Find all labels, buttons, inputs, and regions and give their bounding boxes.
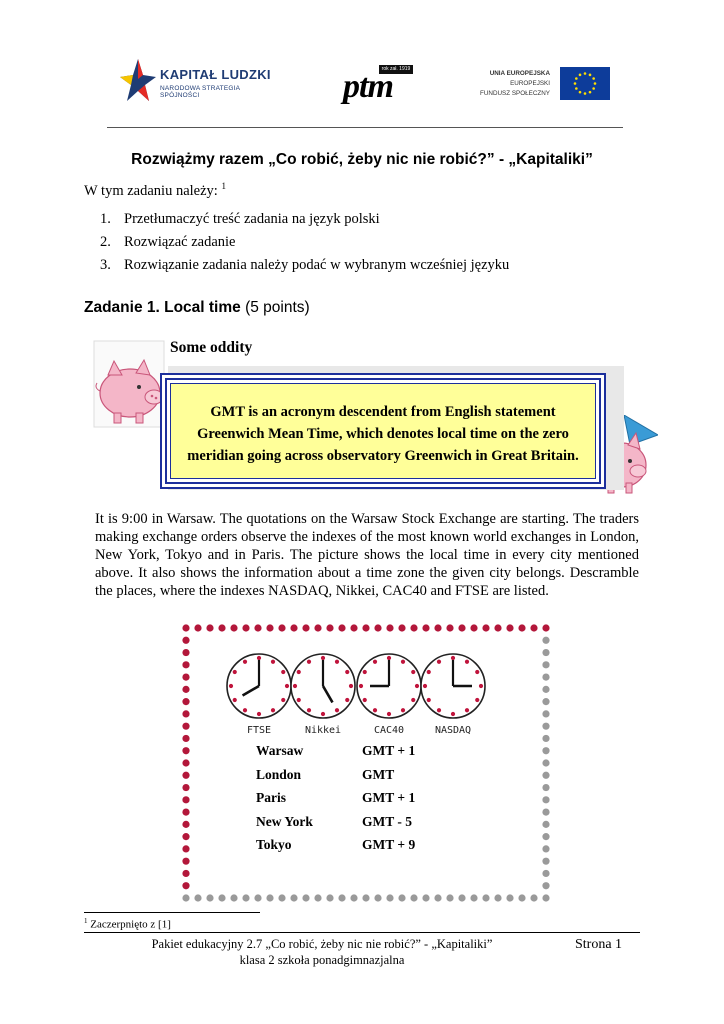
eu-star-icon — [592, 77, 595, 80]
border-dot — [518, 894, 525, 901]
border-dot — [218, 894, 225, 901]
border-dot — [350, 624, 357, 631]
border-dot — [254, 624, 261, 631]
border-dot — [530, 624, 537, 631]
clock-label: NASDAQ — [434, 725, 472, 736]
intro-text — [84, 181, 226, 200]
table-row: London GMT — [256, 766, 395, 782]
task-description: It is 9:00 in Warsaw. The quotations on the Warsaw Stock Exchange are starting. The traders making exchange orders observe the indexes of the most known world exchanges in London, New York, Tokyo and in Paris. The picture shows the local time in every city mentioned above. It also shows the information about a time zone the given city belongs. Descramble the places, where the indexes NASDAQ, Nikkei, CAC40 and FTSE are listed. — [95, 511, 639, 599]
border-dot — [326, 624, 333, 631]
border-dot — [542, 661, 549, 668]
border-dot — [278, 894, 285, 901]
border-dot — [218, 624, 225, 631]
kapital-ludzki-logo — [118, 55, 278, 105]
border-dot — [314, 894, 321, 901]
kapital-ludzki-title: KAPITAŁ LUDZKI — [160, 67, 271, 82]
border-dot — [434, 624, 441, 631]
task-points: (5 points) — [245, 299, 310, 316]
border-dot — [182, 858, 189, 865]
border-dot — [542, 686, 549, 693]
table-row: Paris GMT + 1 — [256, 790, 416, 805]
border-dot — [326, 894, 333, 901]
border-dot — [542, 723, 549, 730]
table-row: Warsaw GMT + 1 — [256, 743, 416, 758]
task-label: Zadanie 1. Local time — [84, 299, 241, 316]
border-dot — [242, 624, 249, 631]
oddity-line-2: Greenwich Mean Time, which denotes local time on the zero — [197, 426, 569, 442]
border-dot — [266, 624, 273, 631]
border-dot — [182, 710, 189, 717]
border-dot — [182, 698, 189, 705]
border-dot — [542, 808, 549, 815]
border-dot — [410, 894, 417, 901]
border-dot — [446, 624, 453, 631]
footnote — [84, 917, 171, 931]
border-dot — [542, 882, 549, 889]
border-dot — [182, 624, 189, 631]
border-dot — [422, 894, 429, 901]
border-dot — [386, 624, 393, 631]
clock-face-icon — [227, 654, 291, 718]
border-dot — [182, 882, 189, 889]
border-dot — [182, 723, 189, 730]
border-dot — [470, 624, 477, 631]
border-dot — [518, 624, 525, 631]
border-dot — [206, 624, 213, 631]
border-dot — [482, 894, 489, 901]
border-dot — [398, 894, 405, 901]
list-item: 1. Przetłumaczyć treść zadania na język polski — [100, 211, 380, 227]
intro-label: W tym zadaniu należy: — [84, 182, 218, 199]
footnote-number: 1 — [84, 917, 88, 925]
border-dot — [182, 649, 189, 656]
border-dot — [182, 661, 189, 668]
eu-star-icon — [575, 77, 578, 80]
eu-star-icon — [584, 92, 587, 95]
border-dot — [542, 624, 549, 631]
page-number: Strona 1 — [575, 937, 623, 952]
clock-face-icon — [291, 654, 355, 718]
border-dot — [254, 894, 261, 901]
eu-line-3: FUNDUSZ SPOŁECZNY — [480, 90, 550, 97]
border-dot — [374, 894, 381, 901]
border-dot — [542, 772, 549, 779]
border-dot — [422, 624, 429, 631]
border-dot — [182, 894, 189, 901]
page-title: Rozwiążmy razem „Co robić, żeby nic nie robić?” - „Kapitaliki” — [131, 151, 593, 168]
border-dot — [434, 894, 441, 901]
border-dot — [542, 894, 549, 901]
oddity-line-3: meridian going across observatory Greenwich in Great Britain. — [187, 448, 579, 464]
border-dot — [182, 637, 189, 644]
border-dot — [542, 784, 549, 791]
border-dot — [182, 784, 189, 791]
border-dot — [386, 894, 393, 901]
border-dot — [290, 894, 297, 901]
clock-label: FTSE — [246, 725, 272, 736]
border-dot — [530, 894, 537, 901]
footer-text — [84, 936, 560, 968]
border-dot — [290, 624, 297, 631]
oddity-title: Some oddity — [170, 339, 253, 356]
border-dot — [182, 759, 189, 766]
border-dot — [542, 870, 549, 877]
footer-divider — [84, 932, 640, 933]
border-dot — [542, 759, 549, 766]
border-dot — [338, 624, 345, 631]
border-dot — [266, 894, 273, 901]
footnote-text: Zaczerpnięto z [1] — [90, 918, 171, 931]
border-dot — [542, 796, 549, 803]
border-dot — [542, 698, 549, 705]
eu-logo-text — [480, 69, 550, 99]
eu-flag-icon — [560, 67, 610, 100]
border-dot — [194, 624, 201, 631]
oddity-box — [160, 373, 606, 489]
clock-face-icon — [421, 654, 485, 718]
eu-logo — [470, 64, 610, 104]
oddity-line-1: GMT is an acronym descendent from English statement — [210, 404, 556, 420]
border-dot — [182, 735, 189, 742]
border-dot — [542, 858, 549, 865]
border-dot — [182, 772, 189, 779]
border-dot — [206, 894, 213, 901]
border-dot — [458, 624, 465, 631]
border-dot — [542, 637, 549, 644]
eu-line-1: UNIA EUROPEJSKA — [489, 70, 550, 77]
border-dot — [458, 894, 465, 901]
border-dot — [182, 686, 189, 693]
border-dot — [242, 894, 249, 901]
border-dot — [410, 624, 417, 631]
border-dot — [542, 747, 549, 754]
border-dot — [542, 845, 549, 852]
border-dot — [182, 673, 189, 680]
kapital-ludzki-subtitle: NARODOWA STRATEGIA SPÓJNOŚCI — [160, 85, 240, 99]
list-item: 3. Rozwiązanie zadania należy podać w wybranym wcześniej języku — [100, 257, 510, 273]
border-dot — [482, 624, 489, 631]
border-dot — [278, 624, 285, 631]
eu-star-icon — [589, 91, 592, 94]
border-dot — [302, 624, 309, 631]
border-dot — [362, 624, 369, 631]
border-dot — [182, 870, 189, 877]
footnote-divider — [84, 912, 260, 913]
border-dot — [350, 894, 357, 901]
border-dot — [542, 735, 549, 742]
border-dot — [470, 894, 477, 901]
clock-face-icon — [357, 654, 421, 718]
footnote-reference: 1 — [221, 181, 226, 191]
ptm-wordmark: ptm — [343, 68, 393, 105]
header-divider — [107, 127, 623, 128]
table-row: Tokyo GMT + 9 — [256, 837, 416, 852]
ptm-logo — [343, 65, 415, 105]
footer-line-1: Pakiet edukacyjny 2.7 „Co robić, żeby nic nie robić?” - „Kapitaliki” — [151, 937, 493, 951]
eu-star-icon — [584, 72, 587, 75]
border-dot — [182, 796, 189, 803]
border-dot — [182, 833, 189, 840]
border-dot — [182, 845, 189, 852]
oddity-text — [171, 401, 595, 467]
border-dot — [542, 673, 549, 680]
footer-line-2: klasa 2 szkoła ponadgimnazjalna — [239, 953, 405, 967]
eu-star-icon — [579, 91, 582, 94]
border-dot — [506, 624, 513, 631]
clock-label: Nikkei — [304, 725, 342, 736]
border-dot — [494, 894, 501, 901]
border-dot — [182, 808, 189, 815]
border-dot — [194, 894, 201, 901]
timezone-table — [256, 743, 415, 861]
eu-star-icon — [592, 87, 595, 90]
border-dot — [506, 894, 513, 901]
table-row: New York GMT - 5 — [256, 813, 412, 829]
border-dot — [542, 833, 549, 840]
eu-star-icon — [594, 82, 597, 85]
border-dot — [314, 624, 321, 631]
border-dot — [542, 649, 549, 656]
border-dot — [542, 710, 549, 717]
eu-star-icon — [575, 87, 578, 90]
border-dot — [362, 894, 369, 901]
border-dot — [494, 624, 501, 631]
border-dot — [182, 821, 189, 828]
border-dot — [542, 821, 549, 828]
border-dot — [230, 624, 237, 631]
border-dot — [374, 624, 381, 631]
border-dot — [446, 894, 453, 901]
steps-list — [100, 208, 509, 277]
clock-label: CAC40 — [373, 725, 405, 736]
border-dot — [302, 894, 309, 901]
kapital-ludzki-star-icon — [118, 55, 158, 105]
border-dot — [230, 894, 237, 901]
border-dot — [338, 894, 345, 901]
eu-star-icon — [579, 74, 582, 77]
ptm-founded-label: rok zał. 1919 — [379, 65, 413, 74]
border-dot — [398, 624, 405, 631]
eu-star-icon — [574, 82, 577, 85]
task-heading — [84, 299, 310, 317]
list-item: 2. Rozwiązać zadanie — [100, 234, 236, 250]
eu-star-icon — [589, 74, 592, 77]
eu-line-2: EUROPEJSKI — [510, 80, 550, 87]
border-dot — [182, 747, 189, 754]
